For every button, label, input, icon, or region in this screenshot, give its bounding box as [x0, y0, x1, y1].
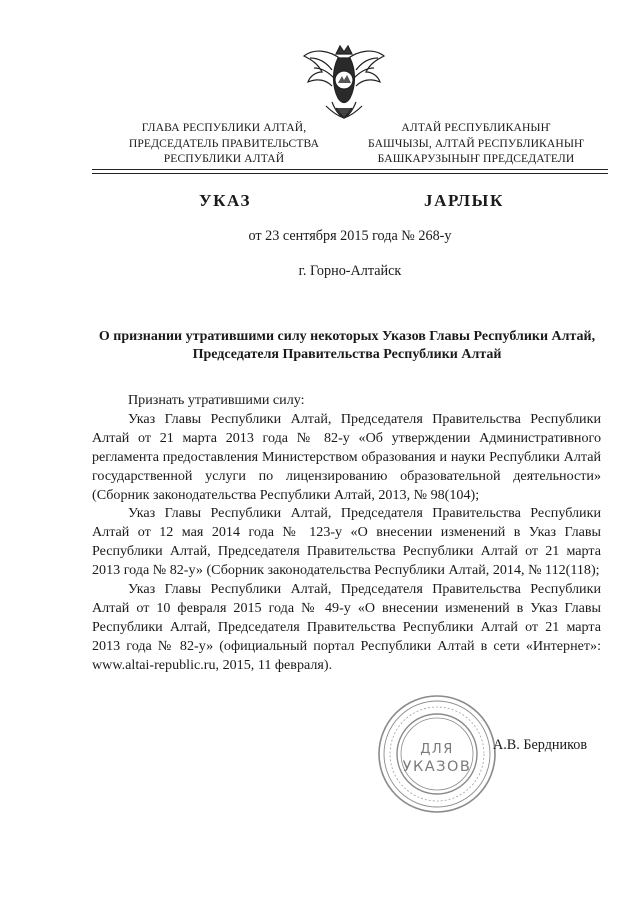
official-stamp: [376, 693, 498, 815]
coat-of-arms-emblem: [296, 42, 392, 122]
decree-city: г. Горно-Алтайск: [298, 263, 402, 279]
header-right-line: БАШЧЫЗЫ, АЛТАЙ РЕСПУБЛИКАНЫҤ: [367, 136, 584, 150]
body-intro: Признать утратившими силу:: [128, 392, 305, 408]
header-right-block: [352, 120, 600, 167]
stamp-text-line2: УКАЗОВ: [402, 759, 472, 775]
decree-body: [92, 391, 601, 675]
header-left-line: ПРЕДСЕДАТЕЛЬ ПРАВИТЕЛЬСТВА: [128, 136, 320, 150]
body-item: Указ Главы Республики Алтай, Председателя Правительства Республики Алтай от 21 марта 2013 года № 82-у «Об утверждении Административного регламента предоставления Министерством образования и науки Республики Алтай государственной услуги по лицензированию образовательной деятельности» (Сборник законодательства Республики Алтай, 2013, № 98(104);: [92, 410, 601, 503]
doc-type-russian: УКАЗ: [199, 191, 252, 210]
body-item: Указ Главы Республики Алтай, Председателя Правительства Республики Алтай от 12 мая 2014 года № 123-у «О внесении изменений в Указ Главы Республики Алтай, Председателя Правительства Республики Алтай от 21 марта 2013 года № 82-у» (Сборник законодательства Республики Алтай, 2014, № 112(118);: [92, 505, 601, 579]
decree-date-number: от 23 сентября 2015 года № 268-у: [248, 228, 452, 244]
header-left-line: РЕСПУБЛИКИ АЛТАЙ: [163, 152, 285, 165]
header-right-line: БАШКАРУЗЫНЫҤ ПРЕДСЕДАТЕЛИ: [377, 152, 575, 165]
doc-type-altai: JАРЛЫК: [424, 191, 504, 210]
signatory-name: А.В. Бердников: [493, 737, 588, 753]
header-left-line: ГЛАВА РЕСПУБЛИКИ АЛТАЙ,: [141, 121, 307, 134]
decree-title: О признании утратившими силу некоторых Указов Главы Республики Алтай, Председателя Правительства Республики Алтай: [98, 329, 596, 362]
header-right-line: АЛТАЙ РЕСПУБЛИКАНЫҤ: [401, 121, 551, 134]
stamp-text-line1: ДЛЯ: [420, 742, 454, 757]
header-left-block: [112, 120, 336, 167]
body-item: Указ Главы Республики Алтай, Председателя Правительства Республики Алтай от 10 февраля 2015 года № 49-у «О внесении изменений в Указ Главы Республики Алтай, Председателя Правительства Республики Алтай от 21 марта 2013 года № 82-у» (официальный портал Республики Алтай в сети «Интернет»: www.altai-republic.ru, 2015, 11 февраля).: [92, 581, 601, 673]
header-divider-thin: [92, 173, 608, 174]
header-divider-thick: [92, 169, 608, 170]
